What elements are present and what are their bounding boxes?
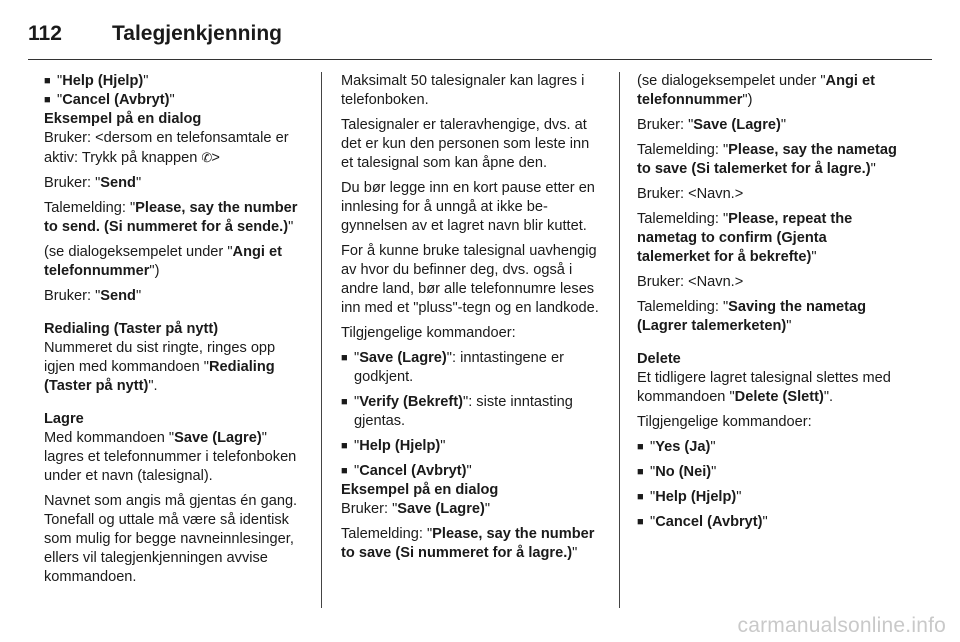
paragraph: Du bør legge inn en kort pause etter en innlesing for å unngå at ikke begynnelsen av et lagret navn blir kuttet. xyxy=(341,180,595,234)
page-title: Talegjenkjenning xyxy=(112,22,282,45)
bullet-icon: ■ xyxy=(637,516,644,528)
page-number: 112 xyxy=(28,22,62,45)
paragraph: Bruker: "Save (Lagre)" xyxy=(341,501,491,517)
section-heading: Eksempel på en dialog xyxy=(341,482,499,498)
bullet-icon: ■ xyxy=(341,396,348,408)
paragraph: Tilgjengelige kommandoer: xyxy=(341,325,516,341)
paragraph: Talemelding: "Please, say the nametag to save (Si talemerket for å lagre.)" xyxy=(637,142,897,177)
paragraph: Bruker: "Save (Lagre)" xyxy=(637,117,787,133)
header-divider xyxy=(28,59,932,60)
section-heading: Lagre xyxy=(44,411,84,427)
paragraph: Bruker: <Navn.> xyxy=(637,274,744,290)
paragraph: Tilgjengelige kommandoer: xyxy=(637,414,812,430)
list-item: ■ "Cancel (Avbryt)" xyxy=(341,463,472,479)
list-item: ■ "Cancel (Avbryt)" xyxy=(44,92,175,108)
phone-icon: ✆ xyxy=(201,150,213,165)
command-text: Cancel (Avbryt) xyxy=(62,92,170,108)
paragraph: For å kunne bruke talesignal uavhengig av hvor du befinner deg, dvs. også i andre land, bør alle telefonnumre leses inn med et "pluss"-tegn og en landkode. xyxy=(341,243,599,316)
bullet-icon: ■ xyxy=(341,352,348,364)
section-heading: Redialing (Taster på nytt) xyxy=(44,321,219,337)
bullet-icon: ■ xyxy=(341,440,348,452)
list-item: ■ "Cancel (Avbryt)" xyxy=(637,514,768,530)
bullet-icon: ■ xyxy=(637,491,644,503)
paragraph: Med kommandoen "Save (Lagre)" lagres et telefonnummer i telefonboken under et navn (talesignal). xyxy=(44,430,297,484)
page-header xyxy=(28,14,282,54)
paragraph: Talesignaler er taleravhengige, dvs. at det er kun den personen som leste inn et talesignal som kan åpne den. xyxy=(341,117,590,171)
list-item: ■ "Help (Hjelp)" xyxy=(44,73,149,89)
column-middle xyxy=(341,72,603,569)
bullet-icon: ■ xyxy=(637,441,644,453)
paragraph: Maksimalt 50 talesignaler kan lagres i telefonboken. xyxy=(341,73,585,108)
section-heading: Eksempel på en dialog xyxy=(44,111,202,127)
column-right xyxy=(637,72,899,538)
paragraph: Talemelding: "Please, say the number to send. (Si nummeret for å sende.)" xyxy=(44,200,298,235)
paragraph: Bruker: "Send" xyxy=(44,175,142,191)
list-item: ■ "No (Nei)" xyxy=(637,464,717,480)
bullet-icon: ■ xyxy=(44,94,51,106)
paragraph: (se dialogeksempelet under "Angi et telefonnummer") xyxy=(637,73,875,108)
paragraph: Talemelding: "Please, repeat the nametag to confirm (Gjenta talemerket for å bekrefte)" xyxy=(637,211,853,265)
list-item: ■ "Help (Hjelp)" xyxy=(341,438,446,454)
list-item: ■ "Yes (Ja)" xyxy=(637,439,716,455)
paragraph: Nummeret du sist ringte, ringes opp igjen med kommandoen "Redialing (Taster på nytt)". xyxy=(44,340,276,394)
paragraph: Talemelding: "Saving the nametag (Lagrer talemerketen)" xyxy=(637,299,867,334)
list-item: ■ "Help (Hjelp)" xyxy=(637,489,742,505)
command-text: Help (Hjelp) xyxy=(62,73,144,89)
paragraph: (se dialogeksempelet under "Angi et telefonnummer") xyxy=(44,244,282,279)
watermark: carmanualsonline.info xyxy=(737,614,946,637)
paragraph: Bruker: <dersom en telefonsamtale er aktiv: Trykk på knappen ✆> xyxy=(44,130,289,166)
paragraph: Talemelding: "Please, say the number to save (Si nummeret for å lagre.)" xyxy=(341,526,595,561)
paragraph: Bruker: <Navn.> xyxy=(637,186,744,202)
bullet-icon: ■ xyxy=(44,75,51,87)
list-item: ■ "Save (Lagre)": inntastingene er godkjent. xyxy=(341,350,564,385)
column-divider-2 xyxy=(619,72,620,608)
bullet-icon: ■ xyxy=(341,465,348,477)
column-left xyxy=(44,72,306,593)
list-item: ■ "Verify (Bekreft)": siste inntasting gjentas. xyxy=(341,394,573,429)
bullet-icon: ■ xyxy=(637,466,644,478)
column-divider-1 xyxy=(321,72,322,608)
paragraph: Navnet som angis må gjentas én gang. Tonefall og uttale må være så identisk som mulig for begge navneinnlesinger, ellers vil talegjenkjenningen avvise kommandoen. xyxy=(44,493,298,585)
paragraph: Et tidligere lagret talesignal slettes med kommandoen "Delete (Slett)". xyxy=(637,370,891,405)
section-heading: Delete xyxy=(637,351,681,367)
paragraph: Bruker: "Send" xyxy=(44,288,142,304)
